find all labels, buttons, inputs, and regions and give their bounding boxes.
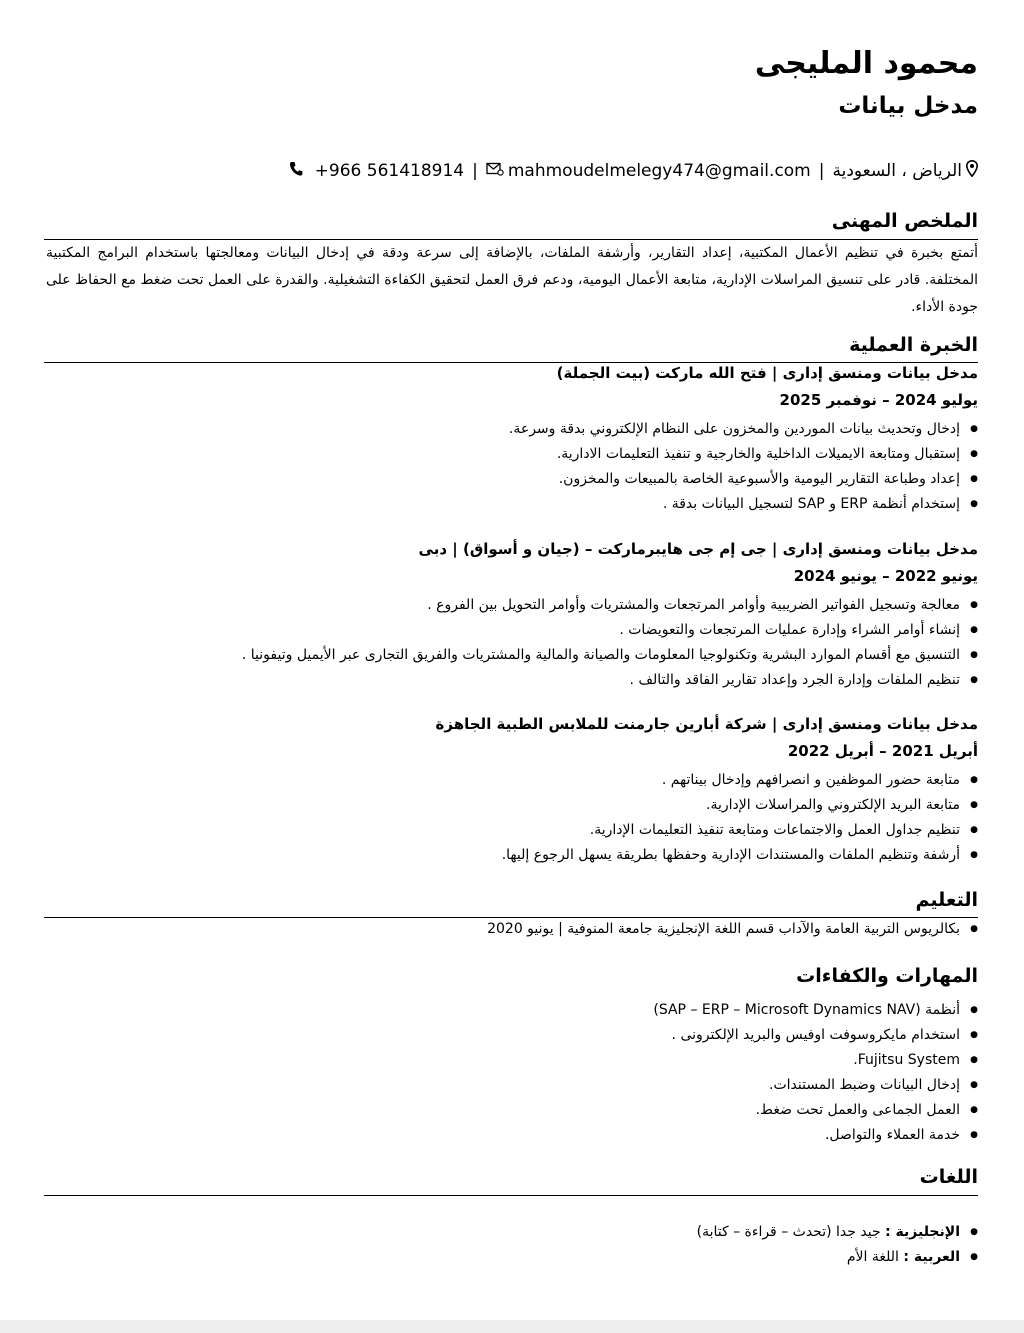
language-level: جيد جدا (تحدث – قراءة – كتابة)	[696, 1224, 881, 1240]
job-bullets	[242, 593, 978, 693]
list-item	[697, 1220, 978, 1245]
list-item: ● متابعة حضور الموظفين و انصرافهم وإدخال بيناتهم .	[502, 768, 978, 793]
list-item: ● معالجة وتسجيل الفواتير الضريبية وأوامر المرتجعات والمشتريات وأوامر التحويل بين الفروع .	[242, 593, 978, 618]
list-item: ● تنظيم جداول العمل والاجتماعات ومتابعة تنفيذ التعليمات الإدارية.	[502, 818, 978, 843]
page-bottom-band	[0, 1320, 1024, 1333]
phone-text: +966 561418914	[314, 161, 465, 181]
contact-separator: |	[818, 161, 825, 181]
list-item: ● إعداد وطباعة التقارير اليومية والأسبوعية الخاصة بالمبيعات والمخزون.	[509, 467, 978, 492]
list-item: ● إستخدام أنظمة ERP و SAP لتسجيل البيانات بدقة .	[509, 492, 978, 517]
experience-heading: الخبرة العملية	[849, 334, 978, 356]
job-title: مدخل بيانات ومنسق إدارى | شركة أبارين جارمنت للملابس الطبية الجاهزة	[435, 715, 978, 733]
summary-heading: الملخص المهنى	[831, 210, 978, 232]
list-item: ● بكالريوس التربية العامة والآداب قسم اللغة الإنجليزية جامعة المنوفية | يونيو 2020	[487, 917, 978, 942]
education-list	[487, 917, 978, 942]
candidate-name: محمود المليجى	[754, 46, 978, 81]
contact-line	[289, 160, 978, 182]
job-date: أبريل 2021 – أبريل 2022	[787, 742, 978, 760]
job-date: يوليو 2024 – نوفمبر 2025	[779, 391, 978, 409]
section-divider	[44, 1195, 978, 1196]
job-date: يونيو 2022 – يونيو 2024	[793, 567, 978, 585]
education-heading: التعليم	[915, 889, 978, 911]
candidate-job-title: مدخل بيانات	[838, 93, 978, 119]
list-item: ● استخدام مايكروسوفت اوفيس والبريد الإلكترونى .	[653, 1023, 978, 1048]
job-title: مدخل بيانات ومنسق إدارى | جى إم جى هايبرماركت – (جيان و أسواق) | دبى	[418, 540, 978, 558]
section-divider	[44, 362, 978, 363]
list-item: ● أنظمة (SAP – ERP – Microsoft Dynamics NAV)	[653, 998, 978, 1023]
list-item: ● إدخال وتحديث بيانات الموردين والمخزون على النظام الإلكتروني بدقة وسرعة.	[509, 417, 978, 442]
summary-text: أتمتع بخبرة في تنظيم الأعمال المكتبية، إعداد التقارير، وأرشفة الملفات، بالإضافة إلى سرعة ودقة في إدخال البيانات ومعالجتها باستخدام البرامج المكتبية المختلفة. قادر على تنسيق المراسلات الإدارية، متابعة الأعمال اليومية، ودعم فرق العمل لتحقيق الكفاءة التشغيلية. والقدرة على العمل تحت ضغط مع الحفاظ على جودة الأداء.	[46, 245, 978, 315]
list-item: ● إستقبال ومتابعة الايميلات الداخلية والخارجية و تنفيذ التعليمات الادارية.	[509, 442, 978, 467]
phone-icon	[289, 161, 303, 182]
languages-heading: اللغات	[919, 1166, 978, 1188]
list-item	[697, 1245, 978, 1270]
job-bullets	[509, 417, 978, 517]
list-item: ● خدمة العملاء والتواصل.	[653, 1123, 978, 1148]
job-bullets	[502, 768, 978, 868]
language-name: العربية :	[903, 1249, 960, 1265]
envelope-icon	[486, 161, 504, 181]
skills-list	[653, 998, 978, 1148]
contact-separator: |	[472, 161, 478, 181]
languages-list	[697, 1220, 978, 1270]
list-item: ● إدخال البيانات وضبط المستندات.	[653, 1073, 978, 1098]
job-title: مدخل بيانات ومنسق إدارى | فتح الله ماركت (بيت الجملة)	[556, 364, 978, 382]
skills-heading: المهارات والكفاءات	[796, 965, 978, 987]
map-pin-icon	[966, 160, 978, 182]
list-item: ● أرشفة وتنظيم الملفات والمستندات الإدارية وحفظها بطريقة يسهل الرجوع إليها.	[502, 843, 978, 868]
list-item: ● إنشاء أوامر الشراء وإدارة عمليات المرتجعات والتعويضات .	[242, 618, 978, 643]
language-level: اللغة الأم	[846, 1249, 899, 1265]
language-name: الإنجليزية :	[885, 1224, 960, 1240]
location-text: الرياض ، السعودية	[832, 161, 962, 181]
list-item: ● Fujitsu System.	[653, 1048, 978, 1073]
list-item: ● متابعة البريد الإلكتروني والمراسلات الإدارية.	[502, 793, 978, 818]
list-item: ● تنظيم الملفات وإدارة الجرد وإعداد تقارير الفاقد والتالف .	[242, 668, 978, 693]
email-text[interactable]: mahmoudelmelegy474@gmail.com	[507, 161, 811, 181]
list-item: ● التنسيق مع أقسام الموارد البشرية وتكنولوجيا المعلومات والصيانة والمالية والمشتريات والفريق التجارى عبر الأيميل وتيفونيا .	[242, 643, 978, 668]
list-item: ● العمل الجماعى والعمل تحت ضغط.	[653, 1098, 978, 1123]
